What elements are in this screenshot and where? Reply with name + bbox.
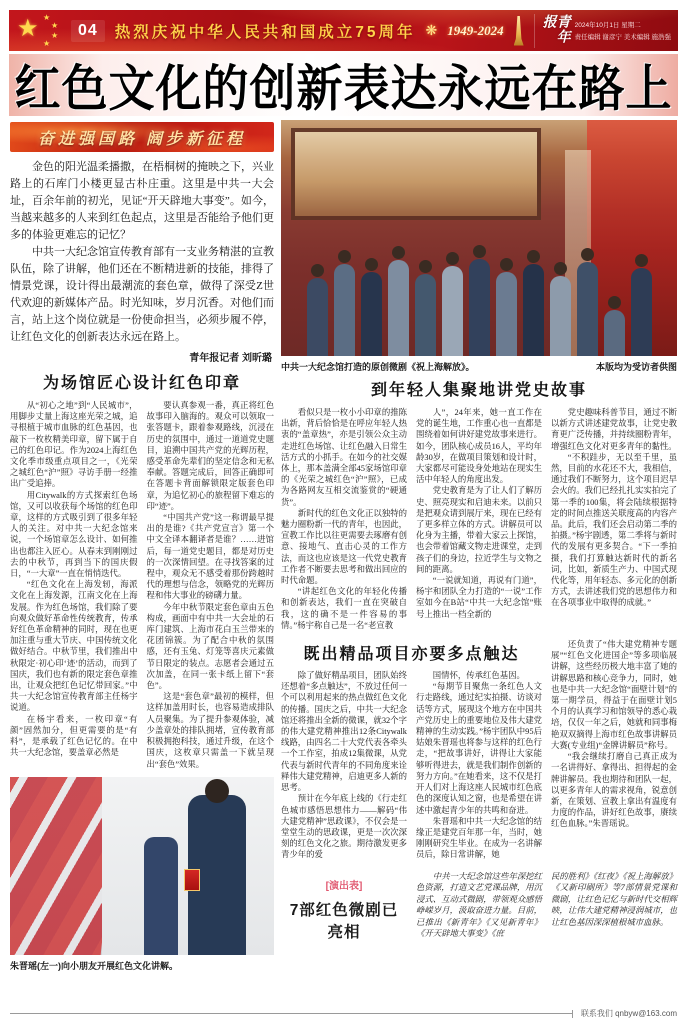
- top-photo-caption: 中共一大纪念馆打造的原创微剧《祝上海解放》。: [281, 362, 475, 372]
- right-column: [281, 120, 677, 944]
- article2-title: 到年轻人集聚地讲党史故事: [370, 382, 587, 399]
- banner-slogan: 热烈庆祝中华人民共和国成立75周年: [114, 23, 416, 41]
- playbill-paragraph-cont: 民的胜利》《红夜》《祝上海解放》《又新印刷所》等7部情景党课和微剧，让红色记忆与新时代交相辉映，让伟大建党精神浸润城市，也让红色基因深深植根城市血脉。: [551, 871, 677, 927]
- masthead-block: [534, 14, 671, 48]
- photo-figure-child: [144, 837, 178, 955]
- intro-text: 金色的阳光温柔播撒，在梧桐树的掩映之下，兴业路上的石库门小楼更显古朴庄重。这里是中共一大会址，百余年前的初光，见证“开天辟地大事变”。如今，当越来越多的人来到红色起点，这里是否能给予他们更多的体验更难忘的记忆？ 中共一大纪念馆宣传教育部有一支业务精湛的宣教队伍，除了讲解，他们还在不断精进新的技能，排得了情景党课，设计得出最潮流的套色章，做得了深受Z世代欢迎的新媒体产品。时光知味，岁月沉香。对他们而言，站上这个岗位就是一份使命担当，必须步履不停，让红色文化的创新表达永远在路上。: [10, 161, 274, 343]
- headline-band: [9, 54, 678, 116]
- playbill-paragraph: 中共一大纪念馆这些年深挖红色资源，打造文艺党课品牌，用沉浸式、互动式微剧，带领观众感悟峥嵘岁月，汲取奋进力量。目前，已推出《新青年》《又见新青年》《开天辟地大事变》《庶: [416, 871, 542, 939]
- photo-mural: [291, 128, 541, 220]
- main-headline: 红色文化的创新表达永远在路上: [14, 60, 673, 117]
- playbill-box: [281, 871, 407, 945]
- playbill-text-col1: [416, 871, 542, 945]
- footer-contact: 联系我们 qnbyw@163.com: [580, 1009, 677, 1018]
- playbill-text-col2: [551, 871, 677, 945]
- playbill-section: [281, 871, 677, 945]
- article3-col2: 国情怀，传承红色基因。 “每期节目聚焦一条红色人文行走路线，通过纪实拍摄、访谈对话等方式，展现这个地方在中国共产党历史上的重要地位及伟大建党精神的生动实践。”杨宇团队中95后姑娘朱晋瑶也将参与这样的红色行走，“把故事讲好，讲得让大家能够听得进去，就是我们制作创新的努力方向。”在她看来，这不仅是打开人们对上海这座人民城市红色底色的深度认知之窗，也是希望在讲述中激起青少年的共鸣和奋进。 朱晋瑶和中共一大纪念馆的结缘正是建党百年那一年，当时，她刚刚研究生毕业。在成为一名讲解员后，除日常讲解，她: [416, 671, 542, 860]
- top-banner: [9, 10, 678, 51]
- section-banner-text: 奋进强国路 阔步新征程: [37, 130, 246, 148]
- playbill-title: 7部红色微剧已亮相: [289, 901, 399, 941]
- article2-col3: 党史趣味科普节目，通过不断以新方式讲述建党故事，让党史教育更广泛传播，并持续圈粉青年，增强红色文化对更多青年的黏性。 “不积跬步，无以至千里，虽然，目前的水花还不大，我相信，通过我们不断努力，这个项目迟早会火的。我们已经扎扎实实拍完了第一季的100集，将会陆续根据特定的时间点推送关联度高的内容产品。此后，我们还会启动第二季的拍摄。”杨宇剧透，第二季将与新时代的发展有更多契合。“下一季拍摄，我们打算触达新时代的新名词，比如，新质生产力、中国式现代化等，用年轻态、多元化的创新方式，去讲述我们党的思想伟力和在各项事业中取得的成就。”: [551, 408, 677, 608]
- top-photo: [281, 120, 677, 356]
- page-number: 04: [71, 20, 105, 42]
- article2-col1: 看似只是一枚小小印章的推陈出新，背后恰恰是在呼应年轻人热衷的“盖章热”，亦是引领公众主动走进红色场馆、让红色融入日常生活方式的小抓手。在如今的社交媒体上，那本盖满全部45家场馆印章的《光荣之城红色“沪”照》，已成为各路网友互相交流鉴赏的“硬通货”。 新时代的红色文化正以独特的魅力圈粉新一代的青年，也因此，宣教工作比以往更需要去琢磨有创意、接地气、直击心灵的工作方法，而这也应该是这一代党史教育工作者不断要去思考和做出回应的时代命题。 “讲起红色文化的年轻化传播和创新表达，我们一直在突破自我，这的确不是一件容易的事情。”杨宇称自己是一名“老宣教: [281, 408, 407, 630]
- flag-stars-icon: ★ ★ ★ ★ ★: [17, 12, 59, 48]
- playbill-label: [演出表]: [325, 880, 363, 892]
- date-line: 2024年10月1日 星期二: [574, 22, 641, 29]
- photo-red-booklet: [184, 869, 200, 891]
- article1-col1: 从“初心之地”到“人民城市”，用脚步丈量上海这座光荣之城，追寻根植于城市血脉的红色基因，也敲下一枚枚精美印章，留下属于自己的红色印记。作为2024上海红色文化季市级重点项目之一，《光荣之城红色“沪”照》寻访手册一经推出广受追捧。 用Citywalk的方式探索红色场馆，又可以收获每个场馆的红色印章，这样的方式吸引到了很多年轻人的关注。对中共一大纪念馆来说，一个场馆章怎么设计、如何推出也都注入匠心。从春末到刚刚过去的中秋节，再到当下的国庆假日，“一大章”一直在悄悄迭代。 “红色文化在上海发轫，海派文化在上海发源，江南文化在上海发展。作为红色场馆，我们除了要向观众做好革命性传统教育，传承好红色革命精神的同时，现在也更加注重与重大节庆、中国传统文化做好结合。中秋节里，我们推出中秋限定·初心印‘迹’的活动，而到了国庆，我们也有新的限定套色章推出，让观众把红色记忆带回家。”中共一大纪念馆宣传教育部主任杨宇说道。 在杨宇看来，一枚印章“有颜”固然加分，但更需要的是“有料”，是承载了红色记忆的。在中共一大纪念馆，要盖章必然是: [10, 401, 138, 758]
- left-column: [10, 122, 274, 972]
- anniversary-years: 1949-2024: [447, 22, 504, 38]
- article3-col3: 还负责了“伟大建党精神专题展”“红色文化进国企”等多项临展讲解，这些经历极大地丰富了她的讲解思路和核心竞争力，同时，她也是中共一大纪念馆“面壁计划”的第一期学员，得益于在面壁计划5个月的认真学习和馆领导的悉心栽培，仅仅一年之后，她就和同事梅艳双双摘得上海市红色故事讲解员大赛(专业组)“金牌讲解员”称号。 “我会继续打磨自己真正成为一名讲得好、拿得出、担得起的金牌讲解员。我也期待和团队一起，以更多青年人的需求视角，锐意创新，在策划、宣教上拿出有温度有力度的作品，讲好红色故事，赓续红色血脉。”朱晋瑶说。: [551, 640, 677, 829]
- article1-body: [10, 400, 274, 770]
- fireworks-icon: ❋: [425, 22, 438, 39]
- article1-col2: 要认真参观一番，真正将红色故事印入脑海的。观众可以领取一张答题卡，跟着参观路线，沉浸在历史的氛围中，通过一道道党史题目，追溯中国共产党的光辉历程，感受革命先辈们的坚定信念和无私奉献。答题完成后，回答正确即可在答题卡背面解锁限定版套色印章，为追忆初心的旅程留下难忘的印“迹”。 “中国共产党”这一称谓最早提出的是谁?《共产党宣言》第一个中文全译本翻译者是谁？……进馆后，每一道党史题目，都是对历史的一次深情回望。在寻找答案的过程中，观众无不感受着那份跨越时代的理想与信念，领略党的光辉历程和伟大事业的磅礴力量。 今年中秋节限定套色章由五色构成，画面中有中共一大会址的石库门建筑、上海市花白玉兰带来的花团锦簇。为了配合中秋的氛围感，还有玉兔、灯笼等喜庆元素做节日限定的装点。志愿者会通过五次加盖，在同一张卡纸上留下“套色”。 这是“套色章”最初的模样，但这样加盖用时长，也容易造成排队人员聚集。为了提升参观体验，减少盖章处的排队拥堵，宣传教育部积极拥抱科技，通过升级，在这个国庆，这枚章只需盖一下就呈现出“套色”效果。: [146, 401, 274, 769]
- photo-people: [281, 236, 677, 356]
- paper-logo: 青年报: [540, 13, 570, 44]
- footer: [10, 1008, 677, 1019]
- photo-credit: 本版均为受访者供图: [595, 362, 677, 372]
- bottom-photo: [10, 777, 274, 955]
- article1-title: 为场馆匠心设计红色印章: [42, 375, 241, 392]
- byline: 青年报记者 刘昕璐: [189, 353, 272, 364]
- bottom-photo-caption: 朱晋瑶(左一)向小朋友开展红色文化讲解。: [10, 960, 178, 971]
- article3-title: 既出精品项目亦要多点触达: [303, 646, 520, 664]
- footer-rule: [10, 1013, 573, 1014]
- article3: [281, 639, 677, 860]
- article2-col2: 人”，24年来，她一直工作在党的诞生地，工作重心也一直都是围绕着如何讲好建党故事来进行。如今，团队核心成员16人，平均年龄30岁，在做项目策划和设计时，大家都尽可能设身处地站在现实生活中年轻人的角度出发。 党史教育是为了让人们了解历史、照亮现实和启迪未来。以前只是把观众请到展厅来，现在已经有了更多样立体的方式。讲解员可以化身为主播，带着大家云上探馆，也会带着馆藏文物走进课堂，走到孩子们的身边，拉近学生与文物之间的距离。 “一说就知道，再说有门道”，杨宇和团队全力打造的“一说”工作室如今在B站“中共一大纪念馆”账号上推出一档全新的: [416, 408, 542, 619]
- editors-line: 责任编辑 谢彦宁 美术编辑 施浩强: [574, 34, 672, 41]
- article2-body: [281, 407, 677, 631]
- article3-col1: 除了做好精品项目，团队始终还想着“多点触达”，不放过任何一个可以利用起来的热点做红色文化的传播。国庆之后，中共一大纪念馆还将推出全新的微课，就32个字的伟大建党精神推出12条Citywalk线路，由四名二十大党代表各牵头一个工作室，拍成12集微课，从党代表与新时代青年的不同角度来诠释伟大建党精神，启迪更多人新的思考。 预计在今年底上线的《行走红色城市感悟思想伟力——解码“伟大建党精神”思政课》，不仅会是一堂堂生动的思政课，更是一次次深刻的红色文化之旅。期待激发更多青少年的爱: [281, 671, 407, 860]
- monument-icon: [514, 16, 524, 46]
- section-banner: [10, 122, 274, 152]
